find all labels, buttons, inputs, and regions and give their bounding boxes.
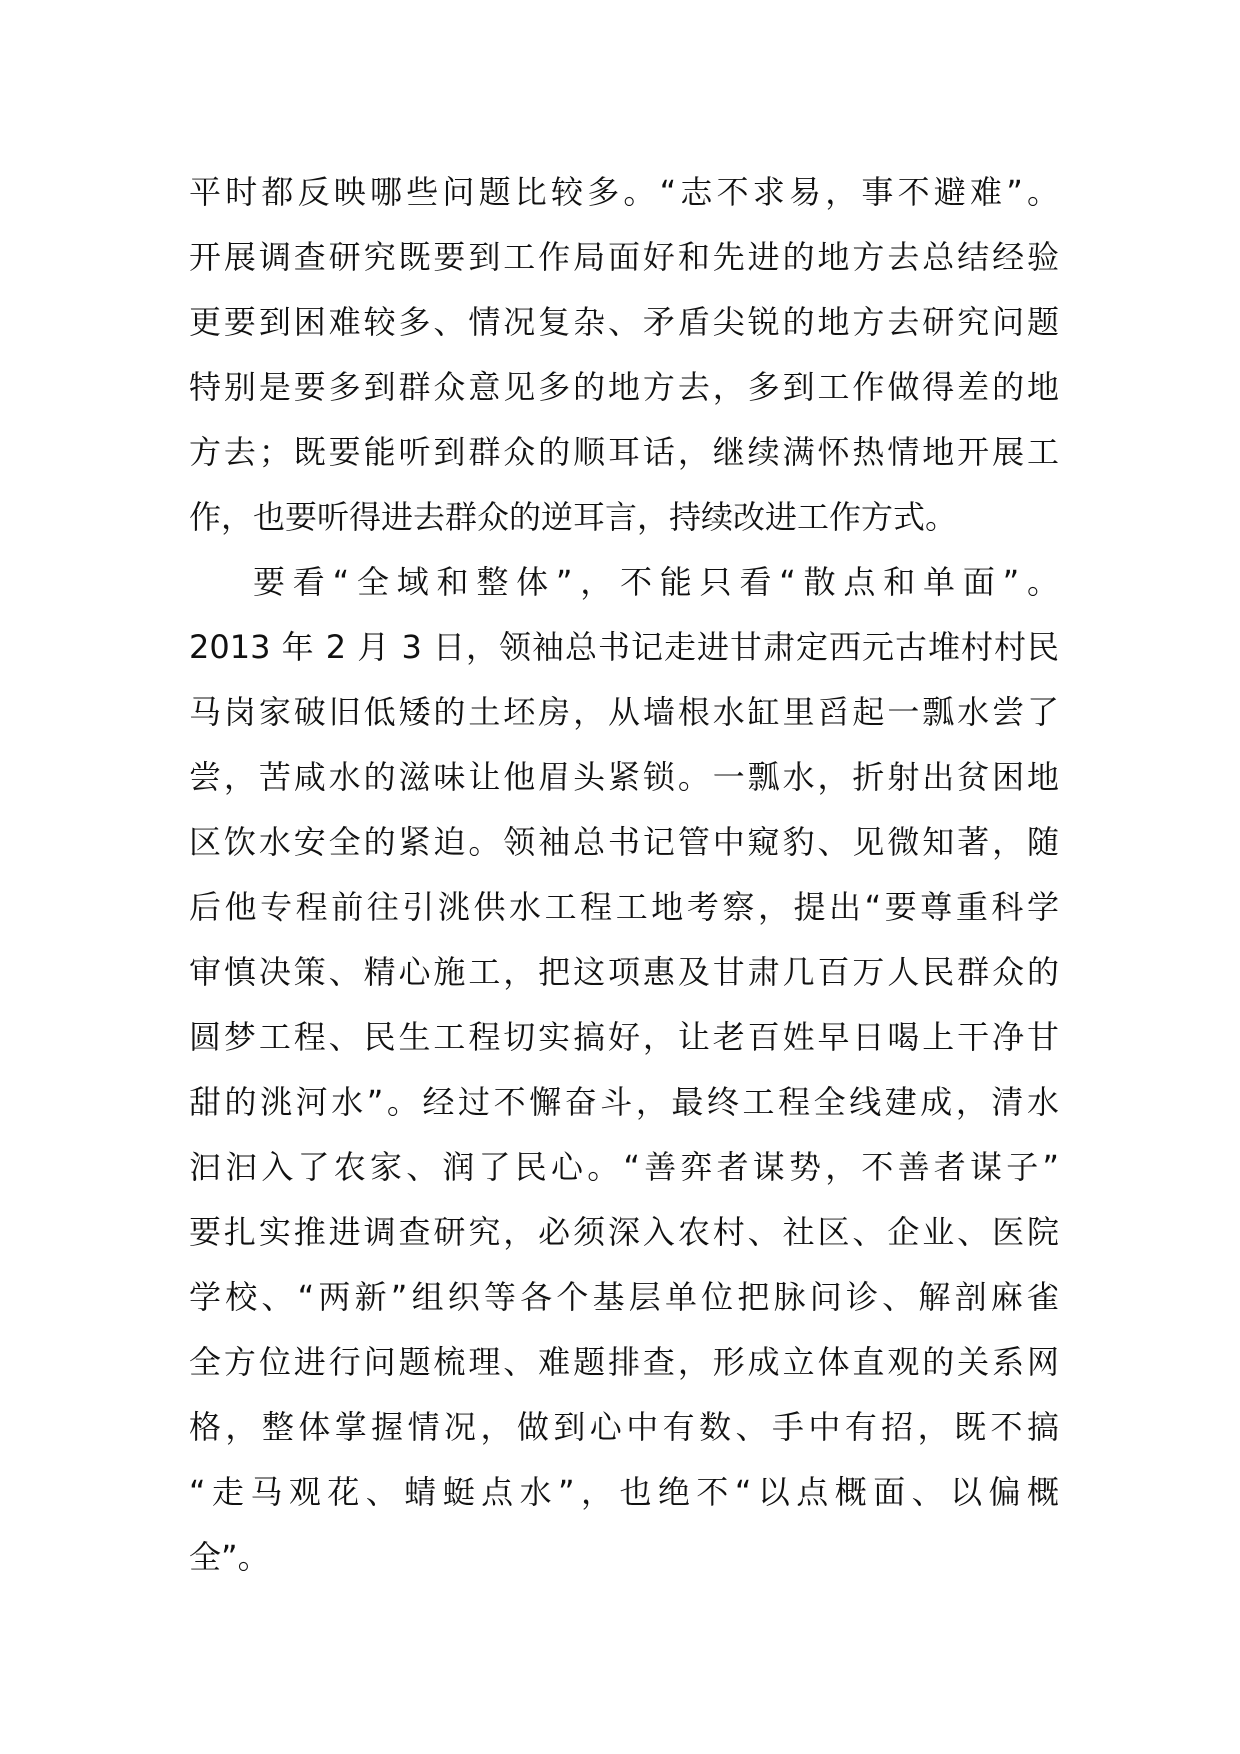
text-line-4: 特别是要多到群众意见多的地方去，多到工作做得差的地 (189, 368, 1059, 406)
text-line-19: 全方位进行问题梳理、难题排查，形成立体直观的关系网 (189, 1343, 1059, 1381)
text-line-10: 尝，苦咸水的滋味让他眉头紧锁。一瓢水，折射出贫困地 (189, 758, 1059, 796)
text-line-20: 格，整体掌握情况，做到心中有数、手中有招，既不搞 (189, 1408, 1059, 1446)
text-line-1: 平时都反映哪些问题比较多。“志不求易，事不避难”。 (189, 173, 1059, 211)
paragraph-heading-line: 要看“全域和整体”，不能只看“散点和单面”。 (253, 563, 1059, 601)
text-line-6: 作，也要听得进去群众的逆耳言，持续改进工作方式。 (189, 498, 958, 536)
text-line-16: 汩汩入了农家、润了民心。“善弈者谋势，不善者谋子” (189, 1148, 1059, 1186)
text-line-13: 审慎决策、精心施工，把这项惠及甘肃几百万人民群众的 (189, 953, 1059, 991)
text-line-14: 圆梦工程、民生工程切实搞好，让老百姓早日喝上干净甘 (189, 1018, 1059, 1056)
text-line-9: 马岗家破旧低矮的土坯房，从墙根水缸里舀起一瓢水尝了 (189, 693, 1059, 731)
text-line-8: 2013 年 2 月 3 日，领袖总书记走进甘肃定西元古堆村村民 (189, 628, 1059, 666)
text-line-15: 甜的洮河水”。经过不懈奋斗，最终工程全线建成，清水 (189, 1083, 1059, 1121)
text-line-11: 区饮水安全的紧迫。领袖总书记管中窥豹、见微知著，随 (189, 823, 1059, 861)
text-line-18: 学校、“两新”组织等各个基层单位把脉问诊、解剖麻雀 (189, 1278, 1059, 1316)
text-line-5: 方去；既要能听到群众的顺耳话，继续满怀热情地开展工 (189, 433, 1059, 471)
text-line-3: 更要到困难较多、情况复杂、矛盾尖锐的地方去研究问题 (189, 303, 1059, 341)
text-line-22: 全”。 (189, 1538, 270, 1576)
text-line-17: 要扎实推进调查研究，必须深入农村、社区、企业、医院 (189, 1213, 1059, 1251)
text-line-2: 开展调查研究既要到工作局面好和先进的地方去总结经验 (189, 238, 1059, 276)
text-line-21: “走马观花、蜻蜓点水”，也绝不“以点概面、以偏概 (189, 1473, 1059, 1511)
text-line-12: 后他专程前往引洮供水工程工地考察，提出“要尊重科学 (189, 888, 1059, 926)
